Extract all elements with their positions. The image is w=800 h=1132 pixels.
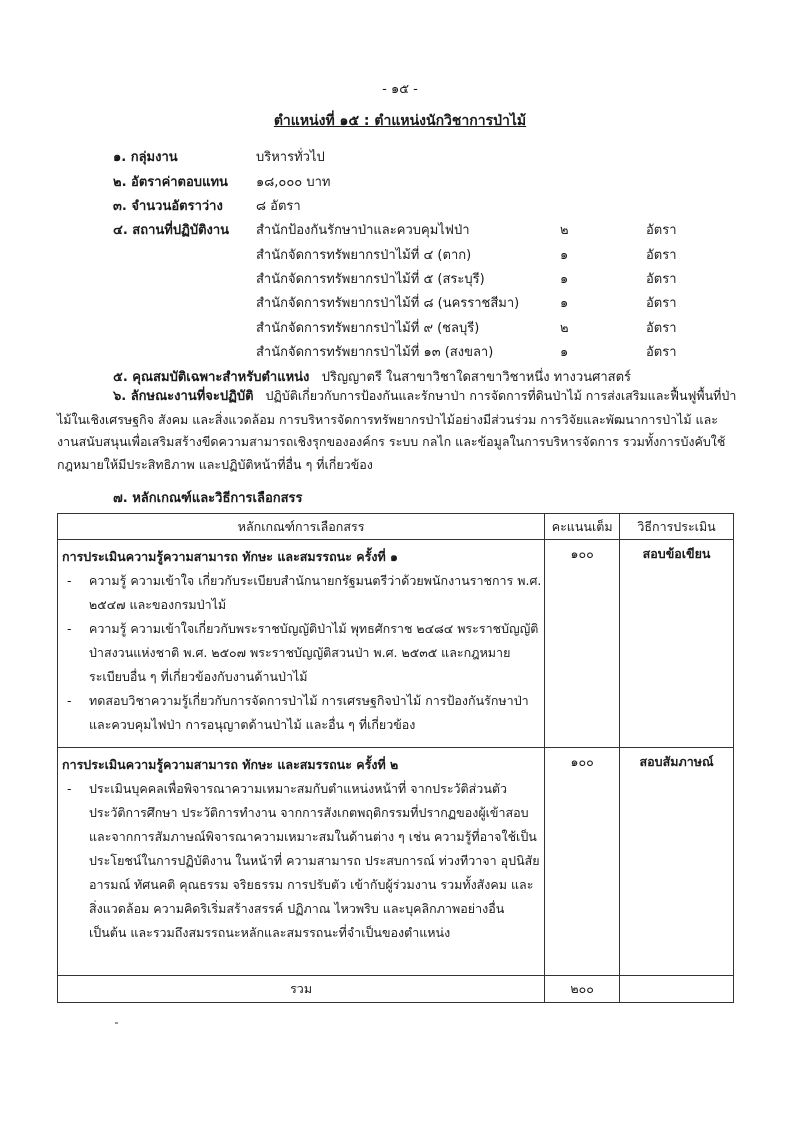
workplace-name: สำนักจัดการทรัพยากรป่าไม้ที่ ๕ (สระบุรี) — [256, 272, 485, 287]
workplace-count: ๑ — [560, 296, 569, 311]
total-method — [620, 976, 734, 1003]
workplace-unit: อัตรา — [646, 223, 677, 238]
qualification-value: ปริญญาตรี ในสาขาวิชาใดสาขาวิชาหนึ่ง ทางวนศาสตร์ — [321, 370, 631, 385]
salary-label: ๒. อัตราค่าตอบแทน — [113, 175, 228, 190]
score-cell: ๑๐๐ — [545, 540, 620, 748]
workplace-count: ๑ — [560, 248, 569, 263]
workplace-count: ๒ — [560, 223, 569, 238]
workplace-unit: อัตรา — [646, 296, 677, 311]
duties-value: ปฏิบัติเกี่ยวกับการป้องกันและรักษาป่า การจัดการที่ดินป่าไม้ การส่งเสริมและฟื้นฟูพื้นที่ป่าไม้ในเชิงเศรษฐกิจ สังคม และสิ่งแวดล้อม การบริหารจัดการทรัพยากรป่าไม้อย่างมีส่วนร่วม การวิจัยและพัฒนาการป่าไม้ และงานสนับสนุนเพื่อเสริมสร้างขีดความสามารถเชิงรุกขององค์กร ระบบ กลไก และข้อมูลในการบริหารจัดการ รวมทั้งการบังคับใช้กฎหมายให้มีประสิทธิภาพ และปฏิบัติหน้าที่อื่น ๆ ที่เกี่ยวข้อง — [57, 388, 737, 472]
duties-paragraph — [57, 385, 737, 476]
method-cell: สอบข้อเขียน — [620, 540, 734, 748]
header-score: คะแนนเต็ม — [545, 514, 620, 540]
criteria-bullet: - ทดสอบวิชาความรู้เกี่ยวกับการจัดการป่าไม้ การเศรษฐกิจป่าไม้ การป้องกันรักษาป่าและควบคุมไฟป่า การอนุญาตด้านป่าไม้ และอื่น ๆ ที่เกี่ยวข้อง — [67, 693, 529, 732]
workplace-label: ๔. สถานที่ปฏิบัติงาน — [113, 223, 230, 238]
work-group-label: ๑. กลุ่มงาน — [113, 150, 178, 165]
criteria-cell — [58, 540, 545, 748]
workplace-count: ๒ — [560, 321, 569, 336]
selection-heading: ๗. หลักเกณฑ์และวิธีการเลือกสรร — [113, 491, 303, 506]
page-title-text: ตำแหน่งที่ ๑๕ : ตำแหน่งนักวิชาการป่าไม้ — [273, 113, 527, 129]
duties-label: ๖. ลักษณะงานที่จะปฏิบัติ — [113, 389, 254, 404]
criteria-bullet: - ความรู้ ความเข้าใจเกี่ยวกับพระราชบัญญัติป่าไม้ พุทธศักราช ๒๔๘๔ พระราชบัญญัติป่าสงวนแห่งชาติ พ.ศ. ๒๕๐๗ พระราชบัญญัติสวนป่า พ.ศ. ๒๕๓๕ และกฎหมาย ระเบียบอื่น ๆ ที่เกี่ยวข้องกับงานด้านป่าไม้ — [67, 621, 539, 684]
page-title — [0, 110, 800, 132]
method-cell: สอบสัมภาษณ์ — [620, 748, 734, 976]
qualification-line — [113, 366, 631, 387]
table-total-row — [58, 976, 734, 1003]
criteria-cell — [58, 748, 545, 976]
criteria-title: การประเมินความรู้ความสามารถ ทักษะ และสมรรถนะ ครั้งที่ ๒ — [62, 757, 399, 772]
selection-criteria-table — [57, 513, 734, 1003]
qualification-label: ๕. คุณสมบัติเฉพาะสำหรับตำแหน่ง — [113, 370, 310, 385]
vacancies-value: ๘ อัตรา — [256, 199, 301, 214]
total-score: ๒๐๐ — [545, 976, 620, 1003]
total-label: รวม — [58, 976, 545, 1003]
vacancies-label: ๓. จำนวนอัตราว่าง — [113, 199, 223, 214]
table-row — [58, 540, 734, 748]
workplace-name: สำนักจัดการทรัพยากรป่าไม้ที่ ๘ (นครราชสีมา) — [256, 296, 520, 311]
workplace-unit: อัตรา — [646, 345, 677, 360]
workplace-name: สำนักจัดการทรัพยากรป่าไม้ที่ ๑๓ (สงขลา) — [256, 345, 494, 360]
table-row — [58, 748, 734, 976]
workplace-unit: อัตรา — [646, 272, 677, 287]
score-cell: ๑๐๐ — [545, 748, 620, 976]
work-group-value: บริหารทั่วไป — [256, 150, 325, 165]
workplace-name: สำนักป้องกันรักษาป่าและควบคุมไฟป่า — [256, 223, 470, 238]
criteria-title: การประเมินความรู้ความสามารถ ทักษะ และสมรรถนะ ครั้งที่ ๑ — [62, 549, 398, 564]
page-number: - ๑๕ - — [382, 82, 418, 97]
criteria-bullet: - ประเมินบุคคลเพื่อพิจารณาความเหมาะสมกับตำแหน่งหน้าที่ จากประวัติส่วนตัว ประวัติการศึกษา ประวัติการทำงาน จากการสังเกตพฤติกรรมที่ปรากฏของผู้เข้าสอบและจากการสัมภาษณ์พิจารณาความเหมาะสมในด้านต่าง ๆ เช่น ความรู้ที่อาจใช้เป็นประโยชน์ในการปฏิบัติงาน ในหน้าที่ ความสามารถ ประสบการณ์ ท่วงทีวาจา อุปนิสัย อารมณ์ ทัศนคติ คุณธรรม จริยธรรม การปรับตัว เข้ากับผู้ร่วมงาน รวมทั้งสังคม และสิ่งแวดล้อม ความคิดริเริ่มสร้างสรรค์ ปฏิภาณ ไหวพริบ และบุคลิกภาพอย่างอื่น เป็นต้น และรวมถึงสมรรถนะหลักและสมรรถนะที่จำเป็นของตำแหน่ง — [67, 781, 540, 940]
workplace-name: สำนักจัดการทรัพยากรป่าไม้ที่ ๙ (ชลบุรี) — [256, 321, 480, 336]
table-header-row — [58, 514, 734, 540]
header-criteria: หลักเกณฑ์การเลือกสรร — [58, 514, 545, 540]
header-method: วิธีการประเมิน — [620, 514, 734, 540]
workplace-count: ๑ — [560, 345, 569, 360]
workplace-unit: อัตรา — [646, 321, 677, 336]
workplace-unit: อัตรา — [646, 248, 677, 263]
stray-mark — [115, 1022, 118, 1024]
workplace-count: ๑ — [560, 272, 569, 287]
workplace-name: สำนักจัดการทรัพยากรป่าไม้ที่ ๔ (ตาก) — [256, 248, 472, 263]
criteria-bullet: - ความรู้ ความเข้าใจ เกี่ยวกับระเบียบสำนักนายกรัฐมนตรีว่าด้วยพนักงานราชการ พ.ศ. ๒๕๔๗ และของกรมป่าไม้ — [67, 573, 542, 612]
salary-value: ๑๘,๐๐๐ บาท — [256, 175, 331, 190]
